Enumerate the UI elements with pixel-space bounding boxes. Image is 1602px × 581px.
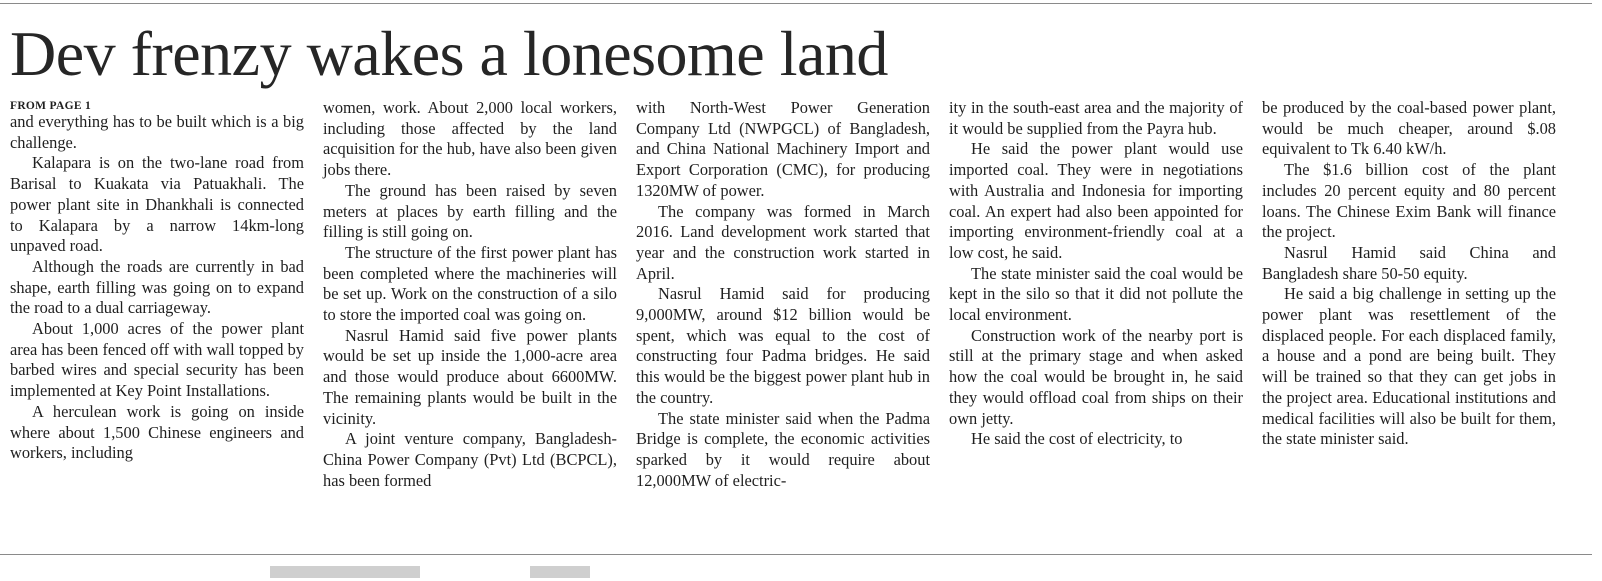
bottom-rule [0,554,1592,555]
article-paragraph: with North-West Power Generation Company Ltd (NWPGCL) of Bangladesh, and China National Machinery Import and Export Corporation (CMC), for producing 1320MW of power. [636,98,930,200]
article-column-1 [10,98,304,464]
article-paragraph: About 1,000 acres of the power plant area has been fenced off with wall topped by barbed wires and special security has been implemented at Key Point Installations. [10,319,304,401]
article-column-4 [949,98,1243,450]
article-paragraph: Construction work of the nearby port is still at the primary stage and when asked how the coal would be brought in, he said they would offload coal from ships on their own jetty. [949,325,1243,428]
article-paragraph: Kalapara is on the two-lane road from Barisal to Kuakata via Patuakhali. The power plant site in Dhankhali is connected to Kalapara by a narrow 14km-long unpaved road. [10,153,304,256]
article-paragraph: Although the roads are currently in bad shape, earth filling was going on to expand the road to a dual carriageway. [10,256,304,318]
article-paragraph: The company was formed in March 2016. Land development work started that year and the construction work started in April. [636,201,930,283]
article-paragraph: Nasrul Hamid said five power plants would be set up inside the 1,000-acre area and those would produce about 6600MW. The remaining plants would be built in the vicinity. [323,325,617,428]
article-paragraph: The state minister said the coal would be kept in the silo so that it did not pollute the local environment. [949,263,1243,325]
article-paragraph: Nasrul Hamid said for producing 9,000MW, around $12 billion would be spent, which was equal to the cost of constructing four Padma bridges. He said this would be the biggest power plant hub in the country. [636,284,930,407]
next-article-peek [530,566,590,578]
top-rule [0,3,1592,4]
headline: Dev frenzy wakes a lonesome land [10,18,888,89]
article-paragraph: A herculean work is going on inside where about 1,500 Chinese engineers and workers, including [10,401,304,463]
article-paragraph: The $1.6 billion cost of the plant includes 20 percent equity and 80 percent loans. The Chinese Exim Bank will finance the project. [1262,160,1556,242]
article-paragraph: women, work. About 2,000 local workers, including those affected by the land acquisition for the hub, have also been given jobs there. [323,98,617,180]
article-paragraph: A joint venture company, Bangladesh-China Power Company (Pvt) Ltd (BCPCL), has been formed [323,429,617,490]
article-paragraph: ity in the south-east area and the majority of it would be supplied from the Payra hub. [949,98,1243,138]
article-paragraph: and everything has to be built which is a big challenge. [10,112,304,152]
article-column-5 [1262,98,1556,450]
article-column-3 [636,98,930,491]
kicker-label: FROM PAGE 1 [10,100,92,112]
article-paragraph: be produced by the coal-based power plant, would be much cheaper, around $.08 equivalent to Tk 6.40 kW/h. [1262,98,1556,159]
article-paragraph: The ground has been raised by seven meters at places by earth filling and the filling is still going on. [323,180,617,242]
article-paragraph: He said a big challenge in setting up the power plant was resettlement of the displaced people. For each displaced family, a house and a pond are being built. They will be trained so that they can get jobs in the project area. Educational institutions and medical facilities will also be built for them, the state minister said. [1262,284,1556,449]
article-paragraph: The structure of the first power plant has been completed where the machineries will be set up. Work on the construction of a silo to store the imported coal was going on. [323,242,617,325]
article-column-2 [323,98,617,491]
article-paragraph: Nasrul Hamid said China and Bangladesh share 50-50 equity. [1262,242,1556,283]
article-paragraph: The state minister said when the Padma Bridge is complete, the economic activities sparked by it would require about 12,000MW of electric- [636,408,930,490]
next-article-peek [270,566,420,578]
article-paragraph: He said the cost of electricity, to [971,429,1183,449]
article-paragraph: He said the power plant would use imported coal. They were in negotiations with Australia and Indonesia for importing coal. An expert had also been appointed for importing environment-friendly coal at a low cost, he said. [949,139,1243,262]
